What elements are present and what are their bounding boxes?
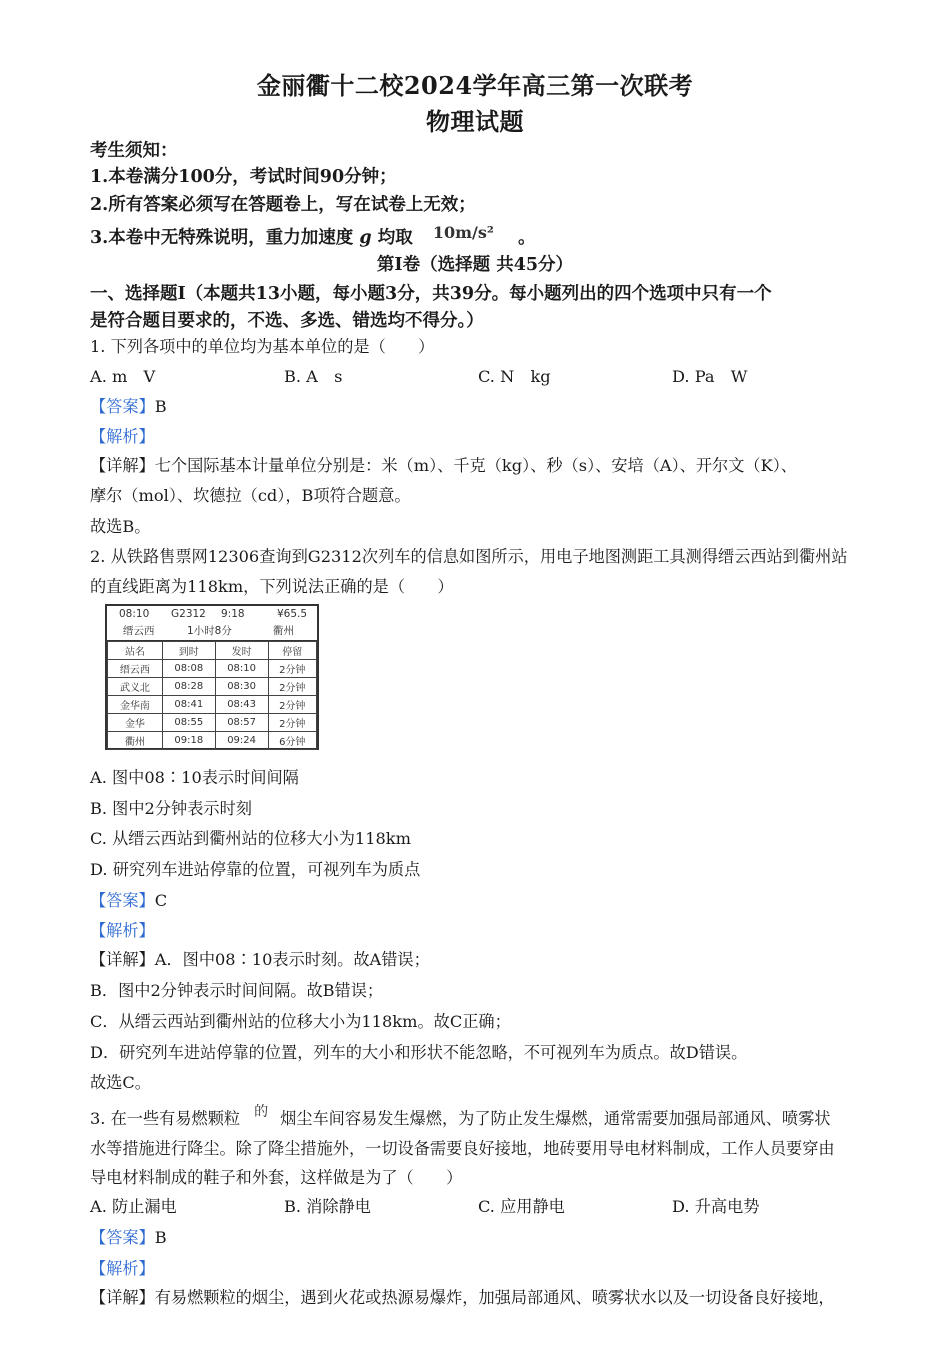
train-number: G2312: [171, 608, 206, 620]
table-cell: 08:28: [162, 678, 215, 696]
table-cell: 6分钟: [268, 732, 316, 750]
q1-answer: 【答案】B: [90, 397, 167, 416]
q2-option-c: C. 从缙云西站到衢州站的位移大小为118km: [90, 829, 411, 848]
q2-detail-d: D．研究列车进站停靠的位置，列车的大小和形状不能忽略，不可视列车为质点。故D错误。: [90, 1043, 748, 1062]
table-header-cell: 停留: [268, 642, 316, 660]
q2-analysis-tag: 【解析】: [90, 921, 155, 940]
table-header-cell: 站名: [108, 642, 163, 660]
gravity-symbol: g: [359, 228, 372, 248]
table-cell: 金华南: [108, 696, 163, 714]
exam-title: 金丽衢十二校2024学年高三第一次联考: [256, 71, 694, 100]
table-cell: 08:41: [162, 696, 215, 714]
gravity-value: 10m/s²: [432, 223, 494, 242]
table-cell: 09:18: [162, 732, 215, 750]
table-cell: 2分钟: [268, 678, 316, 696]
table-cell: 武义北: [108, 678, 163, 696]
table-header-cell: 发时: [215, 642, 268, 660]
table-row: [108, 678, 317, 696]
notice-item-1: 1.本卷满分100分，考试时间90分钟；: [90, 167, 397, 187]
table-cell: 08:30: [215, 678, 268, 696]
table-cell: 08:55: [162, 714, 215, 732]
table-row: [108, 660, 317, 678]
q3-analysis-tag: 【解析】: [90, 1259, 155, 1278]
q1-analysis-tag: 【解析】: [90, 427, 155, 446]
q2-answer: 【答案】C: [90, 891, 168, 910]
table-cell: 2分钟: [268, 696, 316, 714]
q1-option-c: C. N kg: [478, 367, 551, 386]
q2-stem-line2: 的直线距离为118km，下列说法正确的是（ ）: [90, 577, 454, 596]
q3-stem-line3: 导电材料制成的鞋子和外套，这样做是为了（ ）: [90, 1168, 463, 1187]
q1-stem: 1. 下列各项中的单位均为基本单位的是（ ）: [90, 337, 435, 356]
q3-option-a: A. 防止漏电: [90, 1197, 177, 1216]
notice-heading: 考生须知：: [90, 141, 178, 161]
q1-detail-line2: 摩尔（mol）、坎德拉（cd），B项符合题意。: [90, 486, 411, 505]
q2-conclusion: 故选C。: [90, 1073, 151, 1092]
q3-stem-line2: 水等措施进行降尘。除了降尘措施外，一切设备需要良好接地，地砖要用导电材料制成，工作人员要穿由: [90, 1139, 835, 1158]
q3-option-d: D. 升高电势: [672, 1197, 760, 1216]
q3-stem-line1: 3. 在一些有易燃颗粒 的 烟尘车间容易发生爆燃，为了防止发生爆燃，通常需要加强局部通风、喷雾状: [90, 1104, 831, 1128]
train-duration: 1小时8分: [187, 625, 232, 637]
notice-item-2: 2.所有答案必须写在答题卷上，写在试卷上无效；: [90, 195, 476, 215]
q2-detail-a: 【详解】A．图中08∶10表示时刻。故A错误；: [90, 950, 430, 969]
q2-option-b: B. 图中2分钟表示时刻: [90, 799, 252, 818]
table-cell: 金华: [108, 714, 163, 732]
train-header: [107, 606, 317, 641]
table-header-cell: 到时: [162, 642, 215, 660]
table-cell: 衢州: [108, 732, 163, 750]
table-cell: 08:10: [215, 660, 268, 678]
train-schedule-table: [107, 641, 317, 750]
part1-title: 第Ⅰ卷（选择题 共45分）: [376, 255, 574, 275]
table-cell: 2分钟: [268, 660, 316, 678]
table-cell: 08:57: [215, 714, 268, 732]
q2-detail-c: C．从缙云西站到衢州站的位移大小为118km。故C正确；: [90, 1012, 511, 1031]
q1-option-a: A. m V: [90, 367, 156, 386]
train-price: ¥65.5: [277, 608, 308, 620]
table-header-row: [108, 642, 317, 660]
train-dep-time: 08:10: [119, 608, 150, 620]
train-from: 缙云西: [123, 625, 155, 637]
q3-detail-line1: 【详解】有易燃颗粒的烟尘，遇到火花或热源易爆炸，加强局部通风、喷雾状水以及一切设备良好接地，: [90, 1288, 835, 1307]
table-cell: 2分钟: [268, 714, 316, 732]
q3-option-c: C. 应用静电: [478, 1197, 565, 1216]
table-row: [108, 732, 317, 750]
q2-option-d: D. 研究列车进站停靠的位置，可视列车为质点: [90, 860, 421, 879]
table-cell: 08:08: [162, 660, 215, 678]
q2-detail-b: B．图中2分钟表示时间间隔。故B错误；: [90, 981, 384, 1000]
q1-option-d: D. Pa W: [672, 367, 748, 386]
q2-option-a: A. 图中08∶10表示时间间隔: [90, 768, 299, 787]
q1-conclusion: 故选B。: [90, 517, 151, 536]
table-row: [108, 714, 317, 732]
q3-option-b: B. 消除静电: [284, 1197, 371, 1216]
table-row: [108, 696, 317, 714]
table-cell: 缙云西: [108, 660, 163, 678]
q1-option-b: B. A s: [284, 367, 343, 386]
notice-item-3: 3.本卷中无特殊说明，重力加速度 g 均取 10m/s² 。: [90, 223, 536, 248]
train-arr-time: 9:18: [221, 608, 245, 620]
q1-detail-line1: 【详解】七个国际基本计量单位分别是：米（m）、千克（kg）、秒（s）、安培（A）、开尔文（K）、: [90, 456, 797, 475]
section1-line1: 一、选择题Ⅰ（本题共13小题，每小题3分，共39分。每小题列出的四个选项中只有一个: [90, 284, 772, 304]
train-to: 衢州: [273, 625, 294, 637]
table-cell: 08:43: [215, 696, 268, 714]
table-cell: 09:24: [215, 732, 268, 750]
section1-line2: 是符合题目要求的，不选、多选、错选均不得分。）: [90, 311, 484, 331]
q2-stem-line1: 2. 从铁路售票网12306查询到G2312次列车的信息如图所示，用电子地图测距工具测得缙云西站到衢州站: [90, 547, 848, 566]
q3-answer: 【答案】B: [90, 1228, 167, 1247]
train-info-figure: [105, 604, 319, 750]
exam-subtitle: 物理试题: [426, 107, 524, 136]
